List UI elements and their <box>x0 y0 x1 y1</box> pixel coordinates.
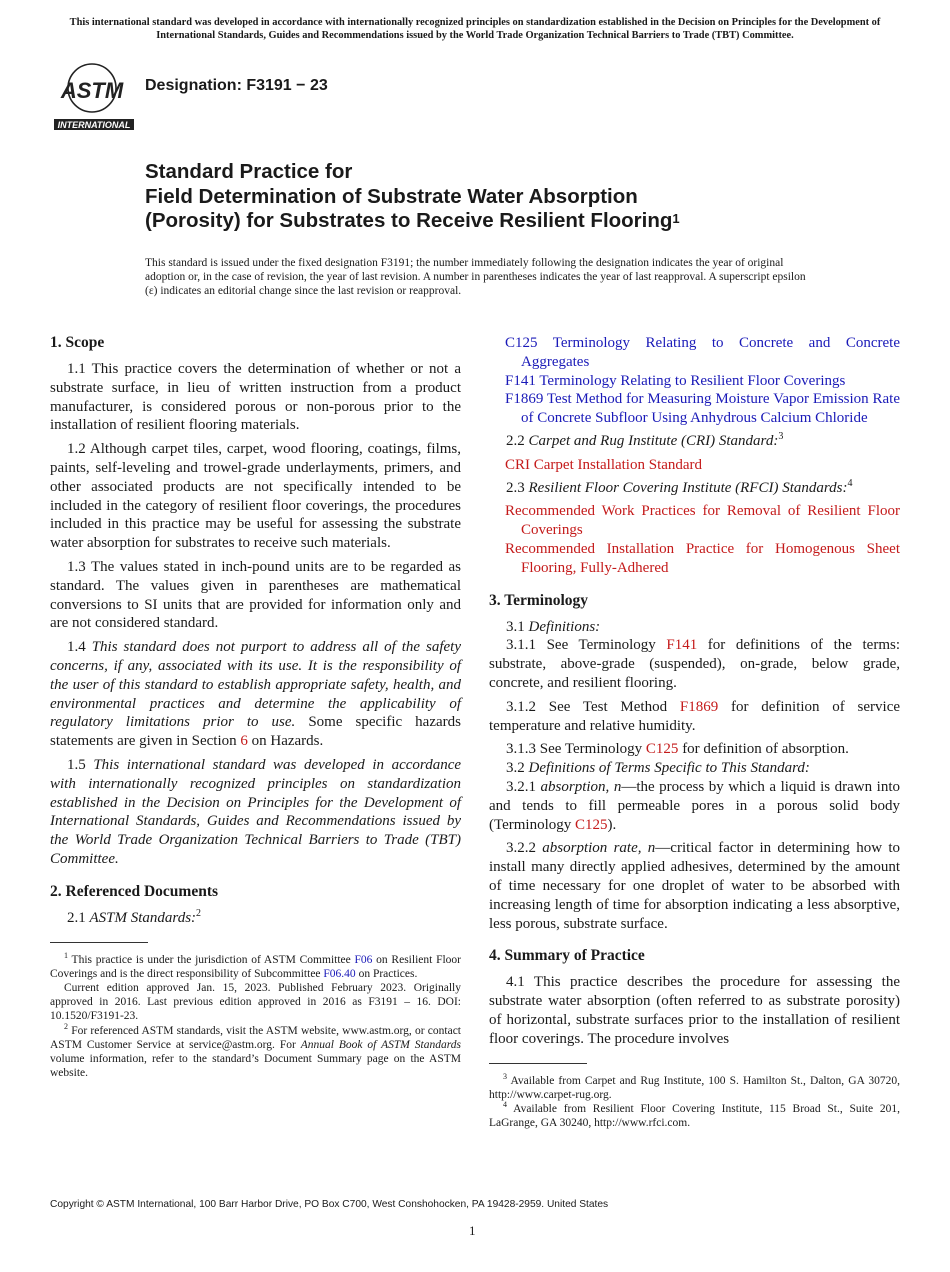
para-3-1-3: 3.1.3 See Terminology C125 for definition of absorption. <box>506 741 849 758</box>
section-6-link[interactable]: 6 <box>240 733 248 750</box>
f06-link[interactable]: F06 <box>354 953 373 966</box>
footnote-3: $^3$ Available from Carpet and Rug Institute, 100 S. Hamilton St., Dalton, GA 30720, http://www.carpet-rug.org. <box>489 1071 900 1101</box>
issue-note: This standard is issued under the fixed designation F3191; the number immediately following the designation indicates the year of original adoption or, in the case of revision, the year of last revision. A number in parentheses indicates the year of last reapproval. A superscript epsilon (ε) indicates an editorial change since the last revision or reapproval. <box>145 257 806 298</box>
designation: Designation: F3191 − 23 <box>145 77 328 94</box>
title-line-2: Field Determination of Substrate Water Absorption <box>145 184 638 208</box>
footnote-2: $^2$ For referenced ASTM standards, visit the ASTM website, www.astm.org, or contact ASTM Customer Service at service@astm.org. For Annual Book of ASTM Standards volume information, refer to the standard’s Document Summary page on the ASTM website. <box>50 1021 461 1080</box>
ref-cri-link[interactable]: CRI Carpet Installation Standard <box>505 456 703 473</box>
para-2-3: 2.3 Resilient Floor Covering Institute (RFCI) Standards:$^4$ <box>506 477 853 496</box>
logo-letters: ASTM <box>60 78 124 103</box>
left-column <box>50 334 461 1080</box>
f06-40-link[interactable]: F06.40 <box>323 967 356 980</box>
title-footnote-mark: 1 <box>672 211 680 226</box>
para-1-1: 1.1 This practice covers the determination of whether or not a substrate surface, in lieu of written instruction from a product manufacturer, is considered porous or non-porous prior to the installation of resilient flooring materials. <box>50 361 461 434</box>
title-line-1: Standard Practice for <box>145 160 353 183</box>
footnote-rule <box>50 942 148 943</box>
footnote-1-edition: Current edition approved Jan. 15, 2023. Published February 2023. Originally approved in 2016. Last previous edition approved in 2016 as F3191 – 16. DOI: 10.1520/F3191-23. <box>50 981 461 1023</box>
f141-link[interactable]: F141 <box>666 637 698 654</box>
ref-c125-link[interactable]: C125 Terminology Relating to Concrete and Concrete Aggregates <box>505 335 900 370</box>
para-1-3: 1.3 The values stated in inch-pound units are to be regarded as standard. The values given in parentheses are mathematical conversions to SI units that are provided for information only and are not considered standard. <box>50 558 461 632</box>
footnote-rule-right <box>489 1063 587 1064</box>
referenced-documents-heading: 2. Referenced Documents <box>50 882 219 900</box>
footnote-4: $^4$ Available from Resilient Floor Covering Institute, 115 Broad St., Suite 201, LaGrange, GA 30240, http://www.rfci.com. <box>489 1100 900 1130</box>
astm-logo-icon <box>52 58 136 132</box>
copyright-line: Copyright © ASTM International, 100 Barr Harbor Drive, PO Box C700, West Conshohocken, PA 19428-2959. United States <box>50 1199 609 1210</box>
ref-f1869-link[interactable]: F1869 Test Method for Measuring Moisture Vapor Emission Rate of Concrete Subfloor Using Anhydrous Calcium Chloride <box>505 391 900 427</box>
para-2-1: 2.1 ASTM Standards:$^2$ <box>67 907 202 926</box>
f1869-link[interactable]: F1869 <box>679 698 719 715</box>
para-1-5: 1.5 This international standard was developed in accordance with internationally recognized principles on standardization established in the Decision on Principles for the Development of International Standards, Guides and Recommendations issued by the World Trade Organization Technical Barriers to Trade (TBT) Committee. <box>50 756 462 867</box>
logo-word: INTERNATIONAL <box>57 120 131 130</box>
para-4-1: 4.1 This practice describes the procedure for assessing the substrate water absorption (often referred to as substrate porosity) of horizontal, substrate surfaces prior to the installation of resilient floor coverings. The procedure involves <box>489 974 900 1047</box>
summary-heading: 4. Summary of Practice <box>489 947 645 965</box>
para-1-2: 1.2 Although carpet tiles, carpet, wood flooring, coatings, films, paints, self-leveling and trowel-grade underlayments, primers, and other associated products are not specifically intended to be included in the category of resilient floor coverings, the procedures included in this practice may be useful for assessing the substrate water absorption for substrates to receive such materials. <box>50 441 461 552</box>
para-3-2-1: 3.2.1 absorption, n—the process by which a liquid is drawn into and tends to fill permeable pores in a porous solid body (Terminology C125). <box>489 778 900 833</box>
right-column <box>489 334 900 1130</box>
para-2-2: 2.2 Carpet and Rug Institute (CRI) Standard:$^3$ <box>506 430 784 449</box>
c125-link[interactable]: C125 <box>645 741 679 758</box>
top-notice: This international standard was developed in accordance with internationally recognized principles on standardization established in the Decision on Principles for the Development of International Standards, Guides and Recommendations issued by the World Trade Organization Technical Barriers to Trade (TBT) Committee. <box>69 17 881 41</box>
title-line-3: (Porosity) for Substrates to Receive Resilient Flooring <box>145 209 673 232</box>
para-1-4: 1.4 This standard does not purport to address all of the safety concerns, if any, associated with its use. It is the responsibility of the user of this standard to establish appropriate safety, health, and environmental practices and determine the applicability of regulatory limitations prior to use. Some specific hazards statements are given in Section 6 on Hazards. <box>50 639 462 750</box>
ref-f141-link[interactable]: F141 Terminology Relating to Resilient Floor Coverings <box>505 372 846 389</box>
ref-rfci-removal-link[interactable]: Recommended Work Practices for Removal of Resilient Floor Coverings <box>505 503 900 539</box>
para-3-1-2: 3.1.2 See Test Method F1869 for definition of service temperature and relative humidity. <box>489 698 901 734</box>
para-3-1-1: 3.1.1 See Terminology F141 for definitions of the terms: substrate, above-grade (suspended), on-grade, below grade, concrete, and resilient flooring. <box>489 637 900 691</box>
scope-heading: 1. Scope <box>50 334 105 351</box>
ref-rfci-installation-link[interactable]: Recommended Installation Practice for Homogenous Sheet Flooring, Fully-Adhered <box>505 540 900 576</box>
footnote-1: $^1$ This practice is under the jurisdiction of ASTM Committee F06 on Resilient Floor Coverings and is the direct responsibility of Subcommittee F06.40 on Practices. <box>50 950 461 980</box>
para-3-2: 3.2 Definitions of Terms Specific to This Standard: <box>506 760 810 777</box>
para-3-1: 3.1 Definitions: <box>506 618 601 635</box>
c125-link-2[interactable]: C125 <box>575 816 608 833</box>
page-number: 1 <box>469 1223 476 1238</box>
terminology-heading: 3. Terminology <box>489 591 589 609</box>
para-3-2-2: 3.2.2 absorption rate, n—critical factor in determining how to install many directly applied adhesives, determined by the amount of time necessary for one droplet of water to be absorbed with increasing length of time for absorption indicating a less absorptive, less porous, substrate surface. <box>489 840 900 932</box>
document-title <box>145 160 905 234</box>
